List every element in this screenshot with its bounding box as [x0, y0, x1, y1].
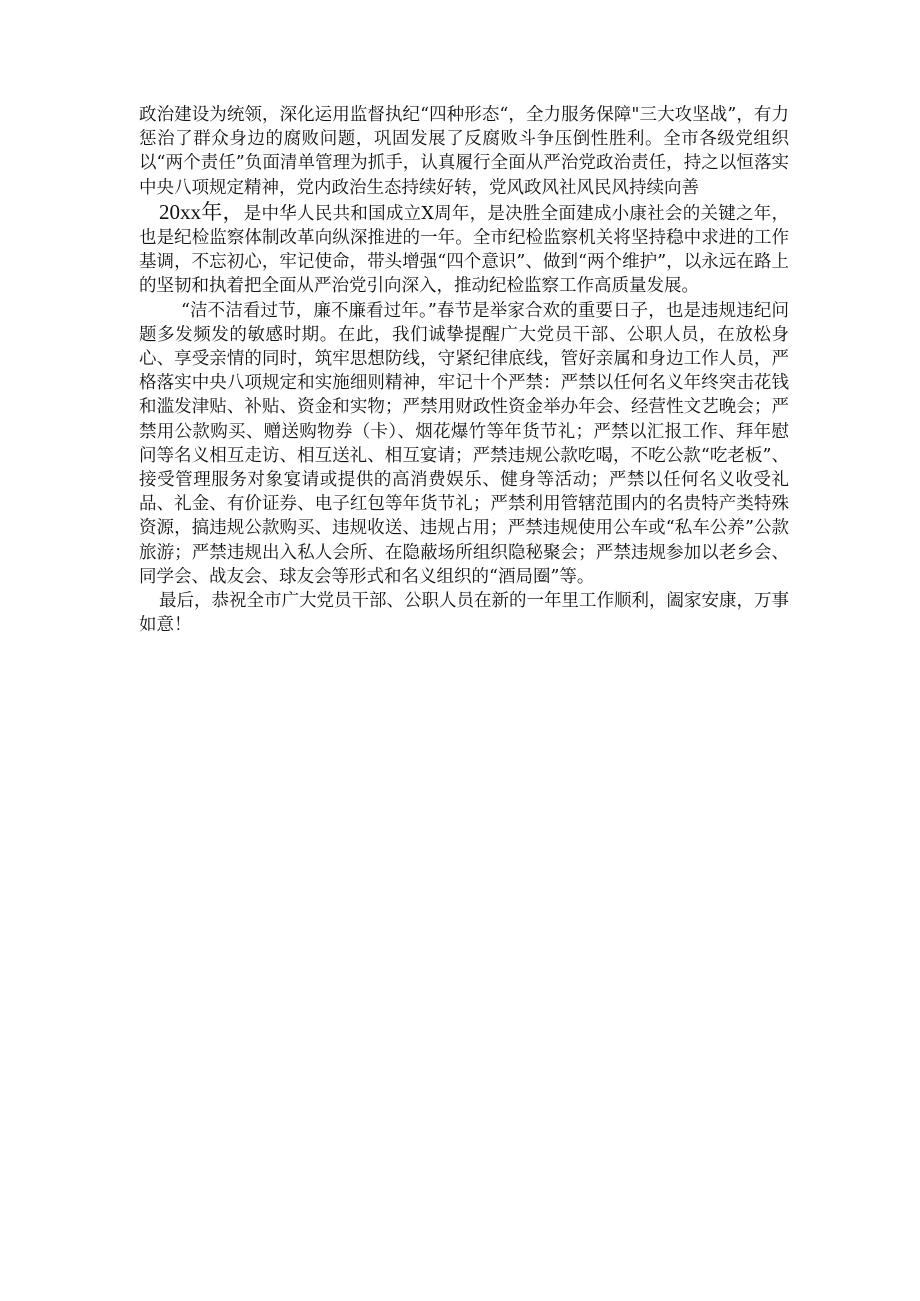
paragraph-1: 政治建设为统领，深化运用监督执纪“四种形态“，全力服务保障"三大攻坚战”，有力惩治了群众身边的腐败问题，巩固发展了反腐败斗争压倒性胜利。全市各级党组织以“两个责任”负面清单管理为抓手，认真履行全面从严治党政治责任，持之以恒落实中央八项规定精神，党内政治生态持续好转，党风政风社风民风持续向善 [139, 105, 789, 198]
paragraph-4: 最后，恭祝全市广大党员干部、公职人员在新的一年里工作顺利，阖家安康，万事如意！ [139, 591, 789, 636]
paragraph-3: “洁不洁看过节，廉不廉看过年。”春节是举家合欢的重要日子，也是违规违纪问题多发频发的敏感时期。在此，我们诚挚提醒广大党员干部、公职人员，在放松身心、享受亲情的同时，筑牢思想防线，守紧纪律底线，管好亲属和身边工作人员，严格落实中央八项规定和实施细则精神，牢记十个严禁：严禁以任何名义年终突击花钱和滥发津贴、补贴、资金和实物；严禁用财政性资金举办年会、经营性文艺晚会；严禁用公款购买、赠送购物券（卡）、烟花爆竹等年货节礼；严禁以汇报工作、拜年慰问等名义相互走访、相互送礼、相互宴请；严禁违规公款吃喝，不吃公款“吃老板”、接受管理服务对象宴请或提供的高消费娱乐、健身等活动；严禁以任何名义收受礼品、礼金、有价证券、电子红包等年货节礼；严禁利用管辖范围内的名贵特产类特殊资源，搞违规公款购买、违规收送、违规占用；严禁违规使用公车或“私车公养”公款旅游；严禁违规出入私人会所、在隐蔽场所组织隐秘聚会；严禁违规参加以老乡会、同学会、战友会、球友会等形式和名义组织的“酒局圈”等。 [139, 300, 789, 587]
year-prefix: 20xx年， [159, 199, 244, 224]
document-body [139, 103, 789, 637]
paragraph-2-text: 是中华人民共和国成立X周年，是决胜全面建成小康社会的关键之年，也是纪检监察体制改革向纵深推进的一年。全市纪检监察机关将坚持稳中求进的工作基调，不忘初心，牢记使命，带头增强“四个意识”、做到“两个维护”，以永远在路上的坚韧和执着把全面从严治党引向深入，推动纪检监察工作高质量发展。 [139, 203, 789, 297]
paragraph-2 [139, 200, 789, 299]
